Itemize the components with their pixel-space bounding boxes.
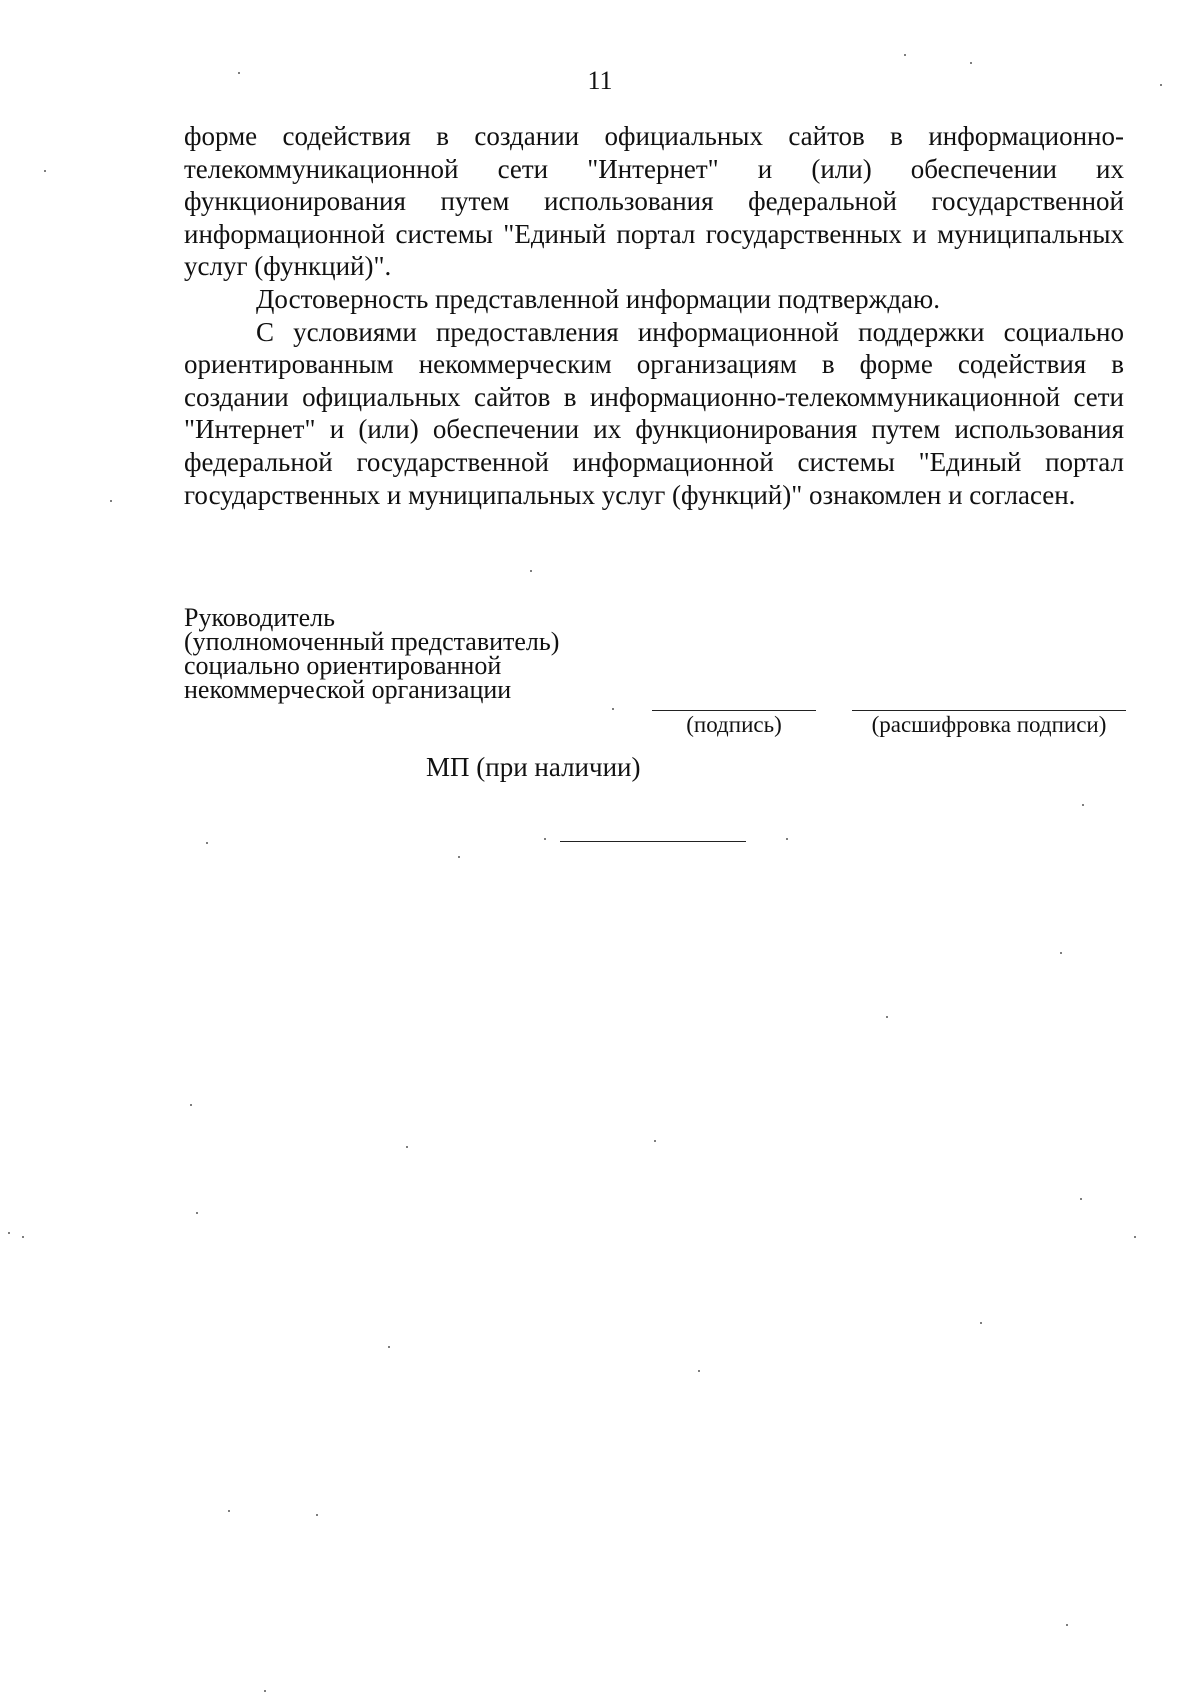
stamp-place-label: МП (при наличии) — [426, 752, 641, 782]
signatory-line-2: (уполномоченный представитель) — [184, 627, 560, 656]
end-of-document-rule — [560, 841, 746, 842]
page-number: 11 — [587, 66, 613, 95]
signatory-line-4: некоммерческой организации — [184, 675, 512, 704]
paragraph-1: форме содействия в создании официальных сайтов в информационно-телекоммуникационной сети "Интернет" и (или) обеспечении их функционирования путем использования федеральной государственной информационной системы "Единый портал государственных и муниципальных услуг (функций)". — [184, 121, 1124, 282]
signature-line — [652, 710, 816, 711]
signatory-line-3: социально ориентированной — [184, 651, 502, 680]
signatory-line-1: Руководитель — [184, 603, 335, 632]
signature-caption: (подпись) — [686, 712, 782, 737]
signature-decoding-caption: (расшифровка подписи) — [871, 712, 1107, 737]
signature-decoding-line — [852, 710, 1126, 711]
body-text — [184, 120, 1124, 511]
paragraph-confirmation: Достоверность представленной информации подтверждаю. — [256, 283, 940, 314]
signatory-title — [184, 603, 644, 704]
paragraph-agreement: С условиями предоставления информационной поддержки социально ориентированным некоммерческим организациям в форме содействия в создании официальных сайтов в информационно-телекоммуникационной сети "Интернет" и (или) обеспечении их функционирования путем использования федеральной государственной информационной системы "Единый портал государственных и муниципальных услуг (функций)" ознакомлен и согласен. — [184, 316, 1124, 510]
